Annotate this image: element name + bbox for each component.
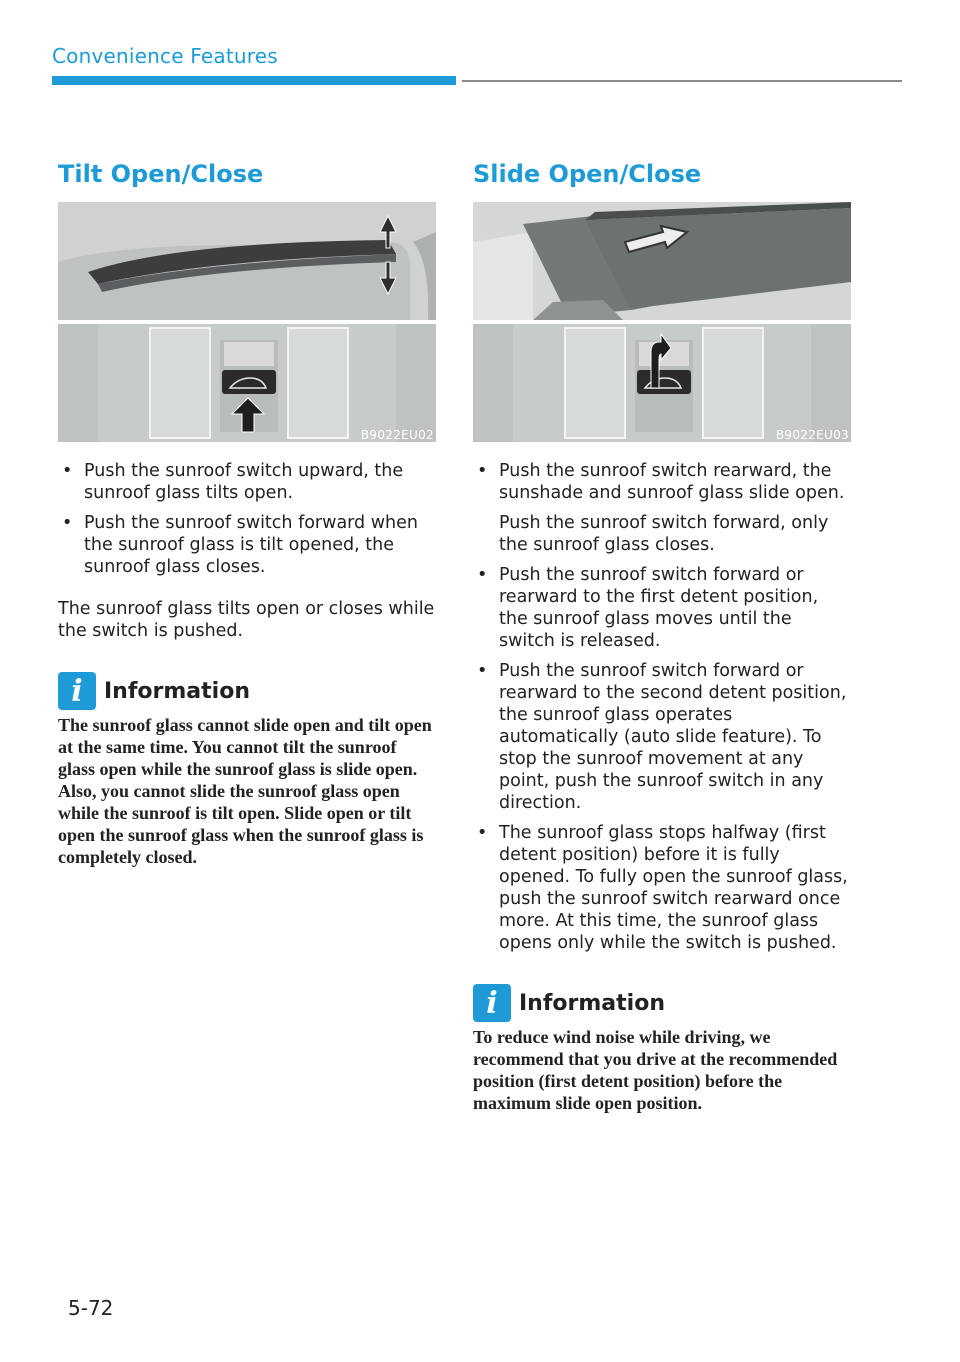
slide-info-text: To reduce wind noise while driving, we recommend that you drive at the recommended position (first detent position) before the maximum slide open position. xyxy=(473,1027,838,1113)
tilt-figure-code: B9022EU02 xyxy=(360,428,434,442)
bullet-icon: • xyxy=(477,823,488,843)
tilt-section xyxy=(58,160,436,868)
info-icon: i xyxy=(473,984,511,1022)
slide-bullet-list xyxy=(473,460,851,954)
tilt-paragraph: The sunroof glass tilts open or closes while the switch is pushed. xyxy=(58,599,435,641)
header-accent-bar xyxy=(52,76,456,85)
section-title: Convenience Features xyxy=(52,44,278,68)
slide-heading: Slide Open/Close xyxy=(473,160,702,188)
tilt-figure xyxy=(58,202,436,442)
list-item: • Push the sunroof switch upward, the sunroof glass tilts open. xyxy=(62,461,404,503)
list-item: • Push the sunroof switch rearward, the sunshade and sunroof glass slide open. Push the sunroof switch forward, only the sunroof glass closes. xyxy=(477,461,845,555)
list-item: • Push the sunroof switch forward when the sunroof glass is tilt opened, the sunroof glass closes. xyxy=(62,513,418,577)
tilt-illustration xyxy=(58,202,436,442)
page-number: 5-72 xyxy=(68,1296,114,1320)
list-item: • The sunroof glass stops halfway (first detent position) before it is fully opened. To fully open the sunroof glass, push the sunroof switch rearward once more. At this time, the sunroof glass opens only while the switch is pushed. xyxy=(477,823,848,953)
bullet-icon: • xyxy=(477,461,488,481)
bullet-icon: • xyxy=(477,661,488,681)
bullet-icon: • xyxy=(477,565,488,585)
info-icon: i xyxy=(58,672,96,710)
bullet-icon: • xyxy=(62,461,73,481)
list-item: • Push the sunroof switch forward or rearward to the second detent position, the sunroof glass operates automatically (auto slide feature). To stop the sunroof movement at any point, push the sunroof switch in any direction. xyxy=(477,661,847,813)
tilt-info-header xyxy=(58,672,436,710)
tilt-info-text: The sunroof glass cannot slide open and tilt open at the same time. You cannot tilt the sunroof glass open while the sunroof glass is slide open. Also, you cannot slide the sunroof glass open while the sunroof is tilt open. Slide open or tilt open the sunroof glass when the sunroof glass is completely closed. xyxy=(58,715,432,867)
slide-figure-code: B9022EU03 xyxy=(775,428,849,442)
tilt-heading: Tilt Open/Close xyxy=(58,160,264,188)
info-label: Information xyxy=(104,678,250,704)
list-item: • Push the sunroof switch forward or rearward to the first detent position, the sunroof glass moves until the switch is released. xyxy=(477,565,819,651)
bullet-icon: • xyxy=(62,513,73,533)
tilt-bullet-list xyxy=(58,460,436,578)
slide-section xyxy=(473,160,851,1114)
slide-illustration xyxy=(473,202,851,442)
slide-info-header xyxy=(473,984,851,1022)
info-label: Information xyxy=(519,990,665,1016)
header-rule xyxy=(462,80,902,82)
slide-figure xyxy=(473,202,851,442)
